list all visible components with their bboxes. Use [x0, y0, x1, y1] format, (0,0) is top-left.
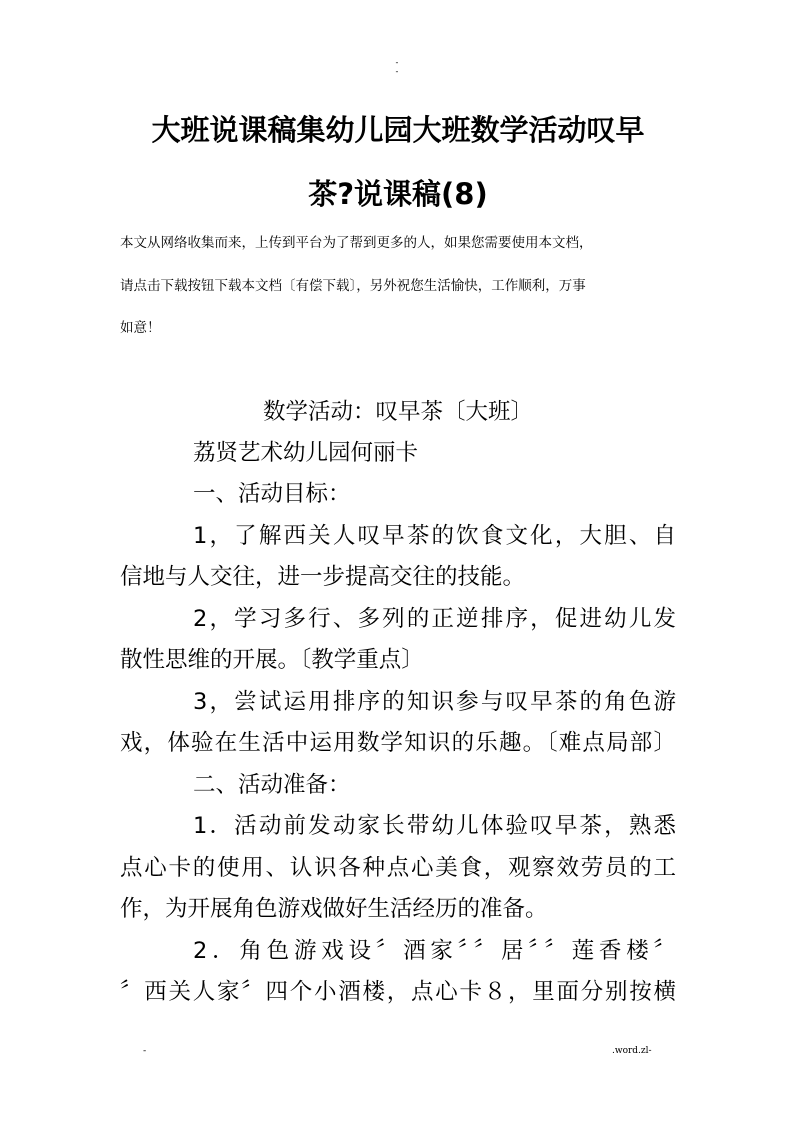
paragraph-line: 2．角色游戏设〞酒家〞〞居〞〞莲香楼〞 — [193, 938, 676, 964]
author-line: 荔贤艺术幼儿园何丽卡 — [193, 440, 419, 466]
paragraph-line: 〞西关人家〞四个小酒楼，点心卡８，里面分别按横 — [120, 979, 676, 1005]
paragraph-line: 戏，体验在生活中运用数学知识的乐趣。〔难点局部〕 — [120, 730, 676, 756]
paragraph-line: 信地与人交往，进一步提高交往的技能。 — [120, 564, 526, 590]
section-heading-goals: 一、活动目标： — [193, 481, 351, 507]
paragraph-line: 3，尝试运用排序的知识参与叹早茶的角色游 — [193, 689, 676, 715]
download-notice-line-2: 请点击下载按钮下载本文档〔有偿下载〕，另外祝您生活愉快，工作顺利，万事 — [120, 278, 586, 294]
paragraph-line: 散性思维的开展。〔教学重点〕 — [120, 647, 424, 673]
activity-heading: 数学活动：叹早茶〔大班〕 — [262, 399, 533, 425]
document-title-line-2: 茶?说课稿(8) — [308, 177, 488, 211]
header-mark — [392, 58, 402, 76]
document-title-line-1: 大班说课稿集幼儿园大班数学活动叹早 — [151, 113, 645, 147]
header-dash-bottom: - — [395, 67, 399, 76]
footer-left-mark: - — [143, 1046, 147, 1056]
footer-right-mark: .word.zl- — [612, 1046, 652, 1056]
paragraph-line: 点心卡的使用、认识各种点心美食，观察效劳员的工 — [120, 855, 676, 881]
download-notice-line-3: 如意！ — [120, 320, 161, 336]
download-notice-line-1: 本文从网络收集而来，上传到平台为了帮到更多的人，如果您需要使用本文档， — [120, 235, 593, 251]
section-heading-preparation: 二、活动准备： — [193, 772, 351, 798]
paragraph-line: 作，为开展角色游戏做好生活经历的准备。 — [120, 896, 548, 922]
paragraph-line: 2，学习多行、多列的正逆排序，促进幼儿发 — [193, 606, 676, 632]
header-dash-top: - — [395, 58, 399, 67]
paragraph-line: 1，了解西关人叹早茶的饮食文化，大胆、自 — [193, 523, 676, 549]
paragraph-line: 1．活动前发动家长带幼儿体验叹早茶，熟悉 — [193, 813, 676, 839]
